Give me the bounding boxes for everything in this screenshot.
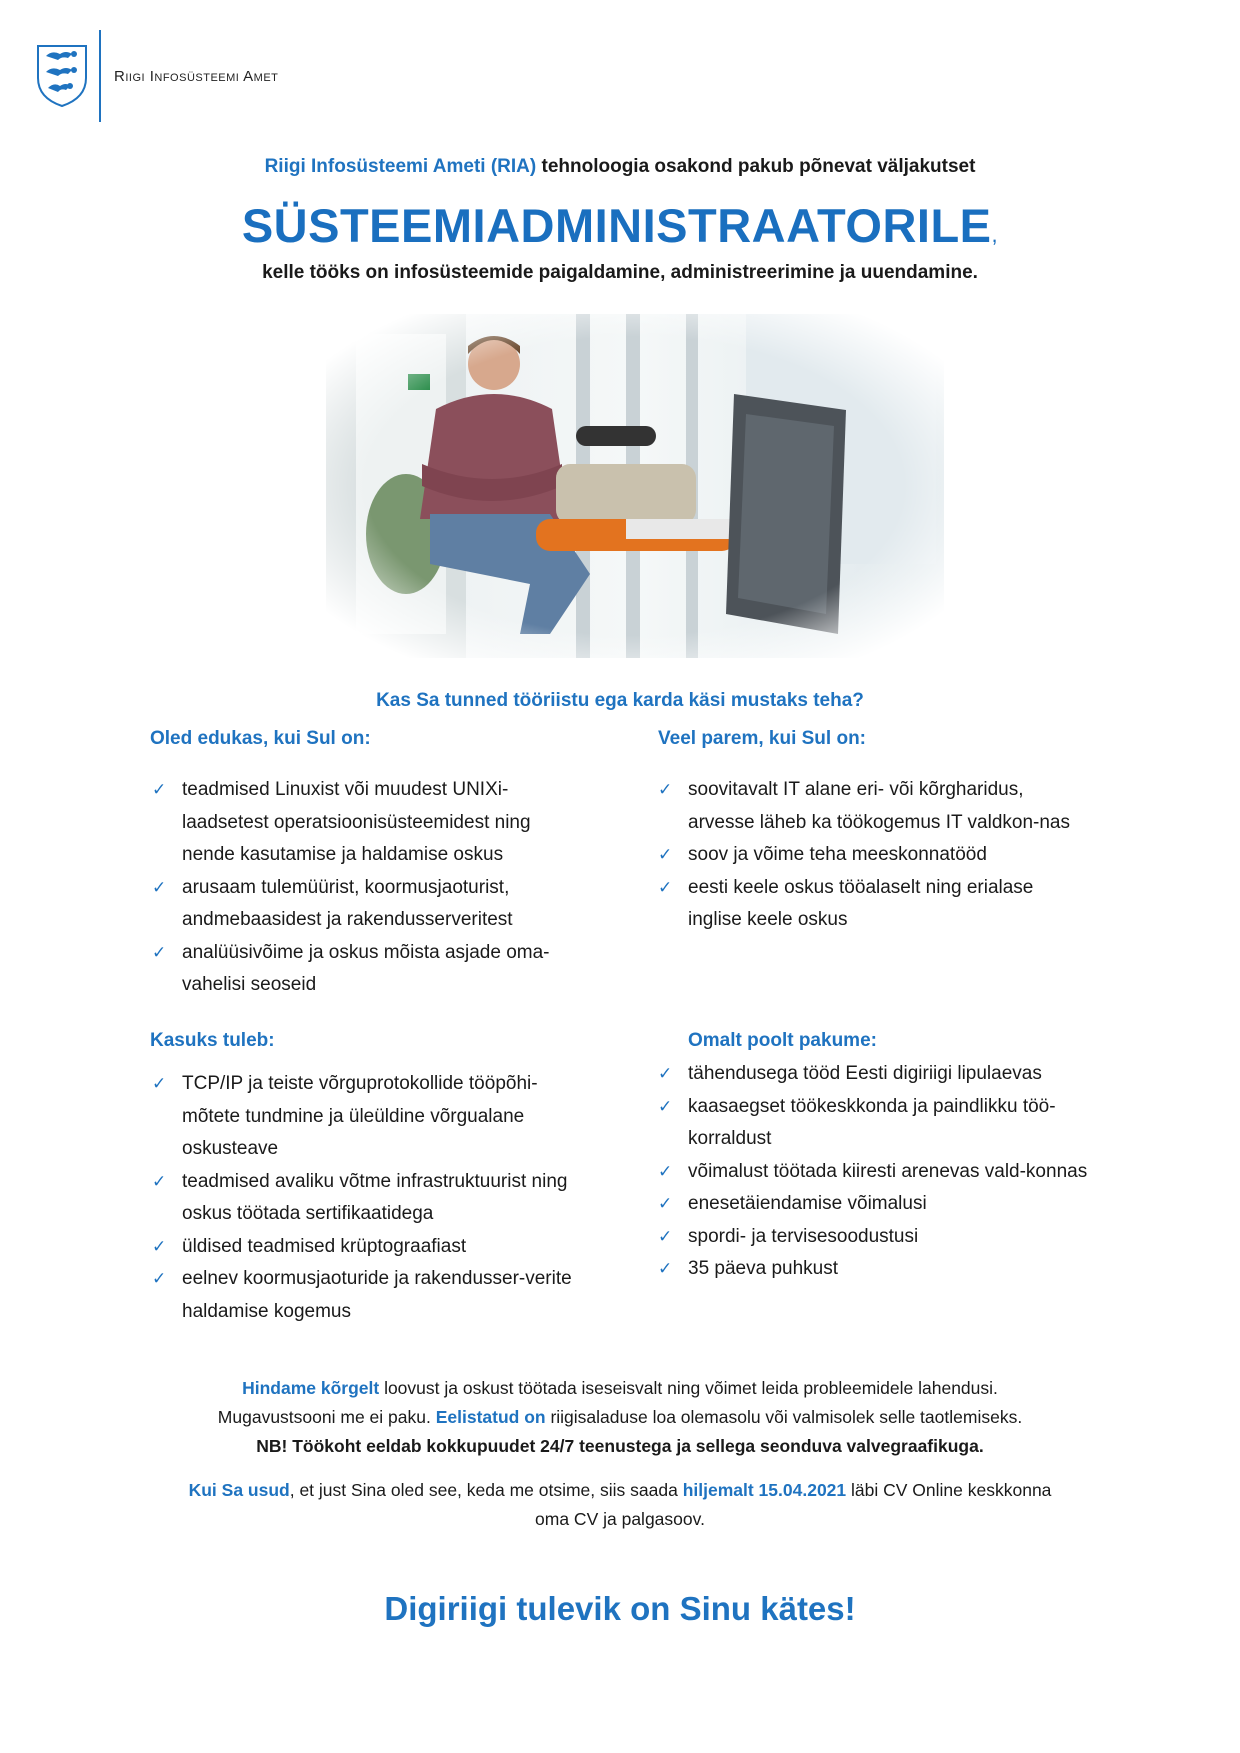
highlight-text: Eelistatud on xyxy=(435,1407,546,1427)
closing-paragraph-2 xyxy=(0,1403,1240,1432)
coat-of-arms-logo xyxy=(36,44,88,108)
intro-org-link: Riigi Infosüsteemi Ameti (RIA) xyxy=(264,156,537,177)
list-item: ✓ eelnev koormusjaoturide ja rakendusser-verite haldamise kogemus xyxy=(152,1263,582,1328)
list-item: ✓ teadmised avaliku võtme infrastruktuurist ning oskus töötada sertifikaatidega xyxy=(152,1166,582,1231)
plus-title: Kasuks tuleb: xyxy=(150,1030,275,1051)
offer-list xyxy=(658,1058,1098,1286)
offer-title: Omalt poolt pakume: xyxy=(688,1030,877,1051)
closing-paragraph-1 xyxy=(0,1374,1240,1403)
list-item: ✓ TCP/IP ja teiste võrguprotokollide tööpõhi-mõtete tundmine ja üleüldine võrgualane oskusteave xyxy=(152,1068,582,1166)
job-subtitle: kelle tööks on infosüsteemide paigaldamine, administreerimine ja uuendamine. xyxy=(262,262,978,283)
list-item: ✓ enesetäiendamise võimalusi xyxy=(658,1188,1098,1221)
list-item: ✓ arusaam tulemüürist, koormusjaoturist, andmebaasidest ja rakendusserveritest xyxy=(152,872,582,937)
requirements-list xyxy=(152,774,582,1002)
list-item: ✓ eesti keele oskus tööalaselt ning erialase inglise keele oskus xyxy=(658,872,1088,937)
intro-line xyxy=(0,156,1240,178)
closing-paragraph-apply-2: oma CV ja palgasoov. xyxy=(535,1509,705,1529)
list-item: ✓ tähendusega tööd Eesti digiriigi lipulaevas xyxy=(658,1058,1098,1091)
list-item: ✓ teadmised Linuxist või muudest UNIXi-laadsetest operatsioonisüsteemidest ning nende kasutamise ja haldamise oskus xyxy=(152,774,582,872)
list-item: ✓ soovitavalt IT alane eri- või kõrgharidus, arvesse läheb ka töökogemus IT valdkon-nas xyxy=(658,774,1088,839)
organization-name: Riigi Infosüsteemi Amet xyxy=(114,68,279,85)
paragraph-text: Mugavustsooni me ei paku. xyxy=(217,1407,436,1427)
list-item: ✓ kaasaegset töökeskkonda ja paindlikku töö-korraldust xyxy=(658,1091,1098,1156)
highlight-text: Hindame kõrgelt xyxy=(242,1378,380,1398)
question-heading: Kas Sa tunned tööriistu ega karda käsi mustaks teha? xyxy=(376,690,864,711)
intro-rest: tehnoloogia osakond pakub põnevat väljakutset xyxy=(536,156,976,177)
slogan: Digiriigi tulevik on Sinu kätes! xyxy=(384,1590,856,1627)
plus-list xyxy=(152,1068,582,1328)
closing-paragraph-apply xyxy=(0,1476,1240,1505)
even-better-title: Veel parem, kui Sul on: xyxy=(658,728,867,749)
job-title xyxy=(0,198,1240,253)
job-title-text: SÜSTEEMIADMINISTRAATORILE xyxy=(241,199,992,252)
deadline-text: hiljemalt 15.04.2021 xyxy=(682,1480,847,1500)
highlight-text: Kui Sa usud xyxy=(188,1480,290,1500)
office-photo xyxy=(326,314,944,658)
closing-notice: NB! Töökoht eeldab kokkupuudet 24/7 teenustega ja sellega seonduva valvegraafikuga. xyxy=(256,1436,984,1456)
list-item: ✓ spordi- ja tervisesoodustusi xyxy=(658,1221,1098,1254)
even-better-list xyxy=(658,774,1088,937)
paragraph-text: riigisaladuse loa olemasolu või valmisolek selle taotlemiseks. xyxy=(545,1407,1023,1427)
paragraph-text: loovust ja oskust töötada iseseisvalt ning võimet leida probleemidele lahendusi. xyxy=(379,1378,998,1398)
list-item: ✓ võimalust töötada kiiresti arenevas vald-konnas xyxy=(658,1156,1098,1189)
list-item: ✓ analüüsivõime ja oskus mõista asjade oma-vahelisi seoseid xyxy=(152,937,582,1002)
job-title-comma: , xyxy=(991,222,999,247)
paragraph-text: , et just Sina oled see, keda me otsime, siis saada xyxy=(289,1480,683,1500)
list-item: ✓ üldised teadmised krüptograafiast xyxy=(152,1231,582,1264)
list-item: ✓ 35 päeva puhkust xyxy=(658,1253,1098,1286)
list-item: ✓ soov ja võime teha meeskonnatööd xyxy=(658,839,1088,872)
requirements-title: Oled edukas, kui Sul on: xyxy=(150,728,371,749)
header-divider xyxy=(99,30,101,122)
paragraph-text: läbi CV Online keskkonna xyxy=(846,1480,1052,1500)
